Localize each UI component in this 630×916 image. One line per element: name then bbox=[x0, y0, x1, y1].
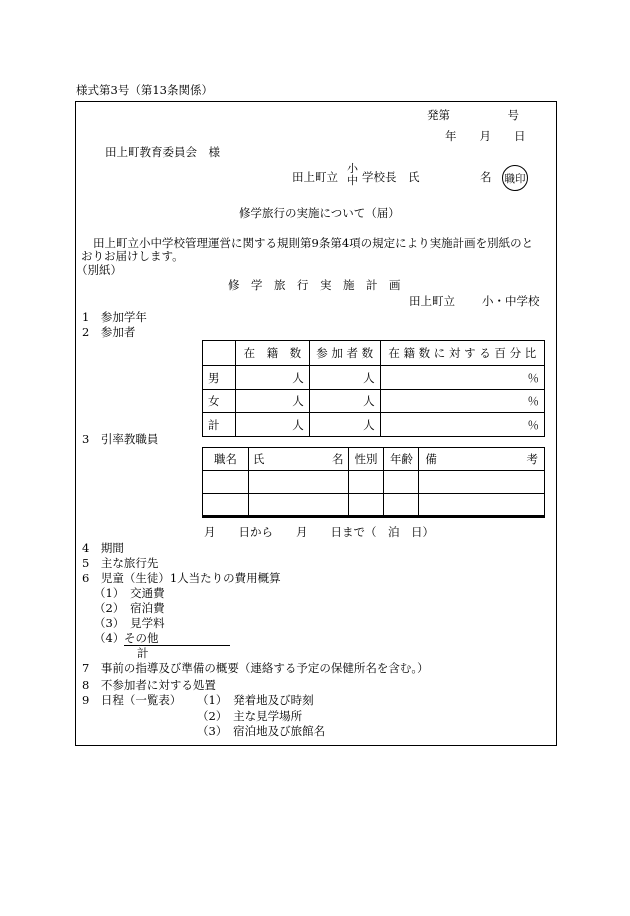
cost-total: 計 bbox=[137, 646, 149, 660]
header-percentage: 在 籍 数 に 対 す る 百 分 比 bbox=[380, 341, 544, 366]
table-cell bbox=[203, 471, 249, 494]
header-name-last: 名 bbox=[332, 452, 344, 466]
school-type-junior: 中 bbox=[347, 173, 358, 187]
form-label: 様式第3号（第13条関係） bbox=[76, 83, 213, 97]
table-cell bbox=[384, 494, 419, 517]
plan-title: 修 学 旅 行 実 施 計 画 bbox=[228, 278, 401, 292]
plan-school-type: 小・中学校 bbox=[482, 294, 540, 308]
enrolled-cell: 人 bbox=[235, 366, 309, 390]
date-line: 年 月 日 bbox=[445, 129, 526, 143]
schedule-accommodation: （3） 宿泊地及び旅館名 bbox=[197, 724, 326, 738]
table-cell bbox=[348, 494, 384, 517]
table-row bbox=[203, 413, 545, 437]
cost-other-number: （4） bbox=[94, 631, 125, 645]
table-row bbox=[203, 494, 545, 517]
enrolled-cell: 人 bbox=[235, 413, 309, 437]
table-cell bbox=[419, 494, 545, 517]
cost-transport: （1） 交通費 bbox=[94, 586, 165, 600]
item-7: 7 事前の指導及び準備の概要（連絡する予定の保健所名を含む。） bbox=[82, 661, 429, 675]
item-1: 1 参加学年 bbox=[82, 310, 147, 324]
plan-school-town: 田上町立 bbox=[409, 294, 455, 308]
item-4: 4 期間 bbox=[82, 541, 124, 555]
header-name-first: 氏 bbox=[252, 452, 265, 466]
body-text-line-2: おりお届けします。 bbox=[81, 249, 184, 263]
header-participants: 参 加 者 数 bbox=[309, 341, 380, 366]
header-sex: 性別 bbox=[348, 448, 384, 471]
school-type-stack bbox=[347, 163, 358, 186]
annex-label: （別紙） bbox=[76, 263, 122, 277]
schedule-departure-arrival: （1） 発着地及び時刻 bbox=[197, 693, 314, 707]
table-cell bbox=[248, 494, 348, 517]
table-cell bbox=[348, 471, 384, 494]
staff-table bbox=[202, 447, 545, 518]
schedule-sightseeing: （2） 主な見学場所 bbox=[197, 709, 303, 723]
cost-admission: （3） 見学料 bbox=[94, 616, 165, 630]
header-remarks-2: 考 bbox=[526, 452, 538, 466]
participants-table bbox=[202, 340, 545, 437]
table-row bbox=[203, 390, 545, 413]
percent-cell: ％ bbox=[380, 366, 544, 390]
item-6: 6 児童（生徒）1人当たりの費用概算 bbox=[82, 571, 281, 585]
school-type-elementary: 小 bbox=[347, 162, 358, 175]
table-row bbox=[203, 366, 545, 390]
enrolled-cell: 人 bbox=[235, 390, 309, 413]
percent-cell: ％ bbox=[380, 390, 544, 413]
cost-other: その他 bbox=[124, 633, 230, 646]
row-label: 女 bbox=[203, 390, 236, 413]
participants-cell: 人 bbox=[309, 390, 380, 413]
percent-cell: ％ bbox=[380, 413, 544, 437]
header-remarks bbox=[419, 448, 545, 471]
period-line: 月 日から 月 日まで（ 泊 日） bbox=[204, 525, 434, 539]
official-seal: 職印 bbox=[502, 165, 528, 191]
table-cell bbox=[203, 494, 249, 517]
row-label: 計 bbox=[203, 413, 236, 437]
document-number: 発第 号 bbox=[427, 108, 519, 122]
header-name bbox=[248, 448, 348, 471]
table-row bbox=[203, 471, 545, 494]
item-5: 5 主な旅行先 bbox=[82, 556, 159, 570]
item-9: 9 日程（一覧表） bbox=[82, 693, 182, 707]
document-title: 修学旅行の実施について（届） bbox=[239, 206, 400, 220]
sender-town: 田上町立 bbox=[292, 170, 338, 184]
header-job-title: 職名 bbox=[203, 448, 249, 471]
cost-lodging: （2） 宿泊費 bbox=[94, 601, 165, 615]
sender-title: 学校長 氏 bbox=[362, 170, 420, 184]
table-cell bbox=[384, 471, 419, 494]
row-label: 男 bbox=[203, 366, 236, 390]
addressee: 田上町教育委員会 様 bbox=[105, 145, 220, 159]
table-cell bbox=[203, 341, 236, 366]
table-cell bbox=[419, 471, 545, 494]
table-header-row bbox=[203, 341, 545, 366]
header-age: 年齢 bbox=[384, 448, 419, 471]
name-label: 名 bbox=[480, 170, 492, 184]
table-cell bbox=[248, 471, 348, 494]
item-2: 2 参加者 bbox=[82, 325, 136, 339]
body-text-line-1: 田上町立小中学校管理運営に関する規則第9条第4項の規定により実施計画を別紙のと bbox=[93, 236, 534, 250]
participants-cell: 人 bbox=[309, 413, 380, 437]
header-enrolled: 在 籍 数 bbox=[235, 341, 309, 366]
participants-cell: 人 bbox=[309, 366, 380, 390]
table-header-row bbox=[203, 448, 545, 471]
item-8: 8 不参加者に対する処置 bbox=[82, 678, 216, 692]
item-3: 3 引率教職員 bbox=[82, 432, 159, 446]
header-remarks-1: 備 bbox=[425, 452, 437, 466]
